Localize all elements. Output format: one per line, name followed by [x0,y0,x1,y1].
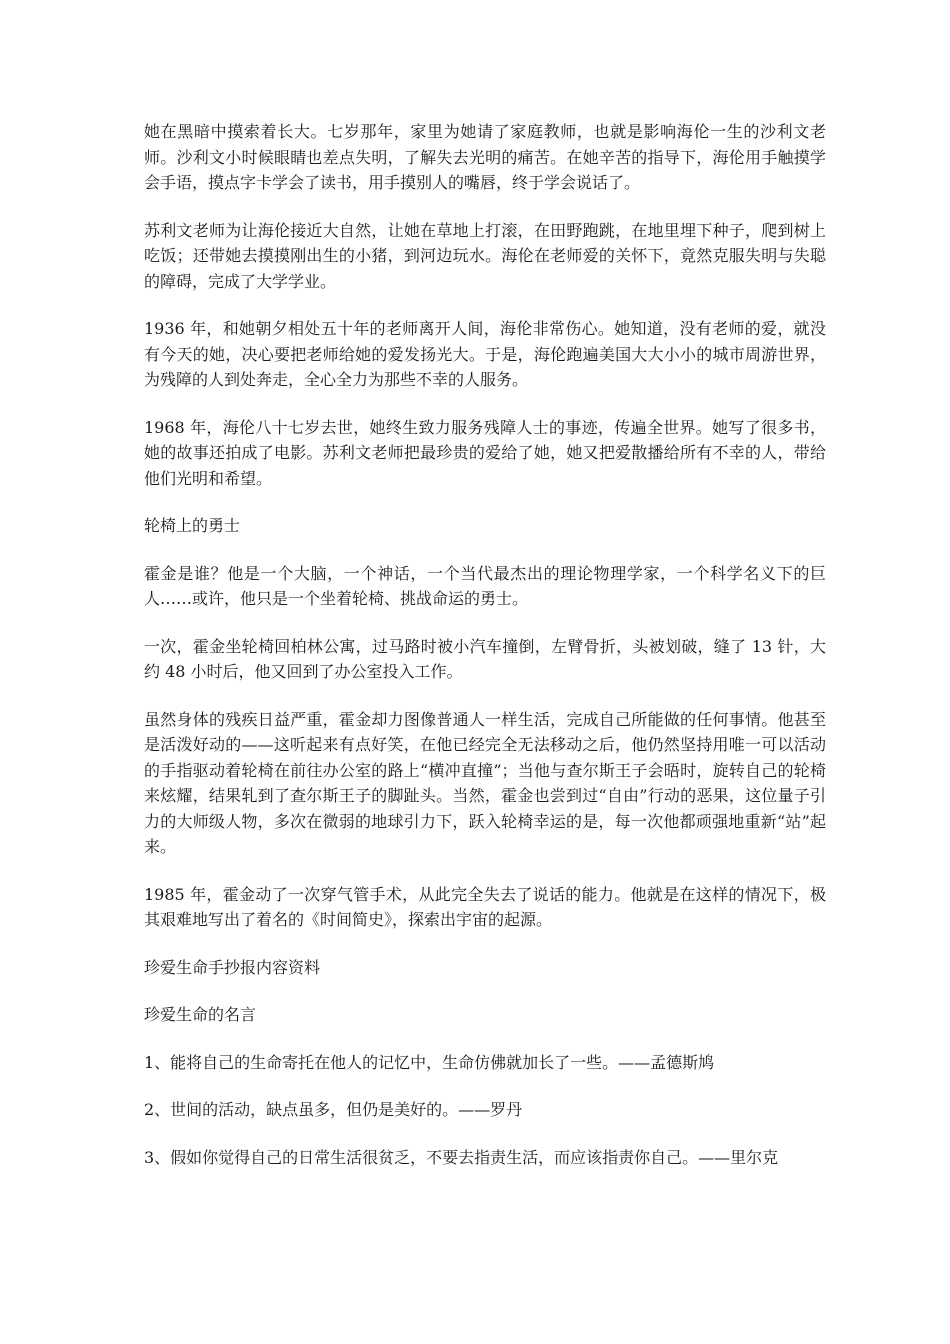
section-heading-material: 珍爱生命手抄报内容资料 [144,957,321,977]
paragraph-helen-nature: 苏利文老师为让海伦接近大自然，让她在草地上打滚，在田野跑跳，在地里埋下种子，爬到树上吃饭；还带她去摸摸刚出生的小猪，到河边玩水。海伦在老师爱的关怀下，竟然克服失明与失聪的障碍，完成了大学学业。 [144,220,826,291]
paragraph-hawking-accident: 一次，霍金坐轮椅回柏林公寓，过马路时被小汽车撞倒，左臂骨折，头被划破，缝了 13 针，大约 48 小时后，他又回到了办公室投入工作。 [144,636,826,681]
paragraph-hawking-life: 虽然身体的残疾日益严重，霍金却力图像普通人一样生活，完成自己所能做的任何事情。他甚至是活泼好动的——这听起来有点好笑，在他已经完全无法移动之后，他仍然坚持用唯一可以活动的手指驱动着轮椅在前往办公室的路上“横冲直撞”；当他与查尔斯王子会晤时，旋转自己的轮椅来炫耀，结果轧到了查尔斯王子的脚趾头。当然，霍金也尝到过“自由”行动的恶果，这位量子引力的大师级人物，多次在微弱的地球引力下，跃入轮椅幸运的是，每一次他都顽强地重新“站”起来。 [144,709,826,856]
paragraph-helen-childhood: 她在黑暗中摸索着长大。七岁那年，家里为她请了家庭教师，也就是影响海伦一生的沙利文老师。沙利文小时候眼睛也差点失明，了解失去光明的痛苦。在她辛苦的指导下，海伦用手触摸学会手语，摸点字卡学会了读书，用手摸别人的嘴唇，终于学会说话了。 [144,122,826,192]
quote-item: 1、能将自己的生命寄托在他人的记忆中，生命仿佛就加长了一些。——孟德斯鸠 [144,1052,715,1072]
document-page [144,119,826,1192]
section-heading-wheelchair: 轮椅上的勇士 [144,516,241,535]
quote-item: 2、世间的活动，缺点虽多，但仍是美好的。——罗丹 [144,1100,523,1119]
paragraph-hawking-intro: 霍金是谁？他是一个大脑，一个神话，一个当代最杰出的理论物理学家，一个科学名义下的巨人……或许，他只是一个坐着轮椅、挑战命运的勇士。 [144,563,826,608]
paragraph-helen-1936: 1936 年，和她朝夕相处五十年的老师离开人间，海伦非常伤心。她知道，没有老师的爱，就没有今天的她，决心要把老师给她的爱发扬光大。于是，海伦跑遍美国大大小小的城市周游世界，为残障的人到处奔走，全心全力为那些不幸的人服务。 [144,319,826,389]
paragraph-hawking-1985: 1985 年，霍金动了一次穿气管手术，从此完全失去了说话的能力。他就是在这样的情况下，极其艰难地写出了着名的《时间简史》，探索出宇宙的起源。 [144,884,826,929]
paragraph-helen-1968: 1968 年，海伦八十七岁去世，她终生致力服务残障人士的事迹，传遍全世界。她写了很多书，她的故事还拍成了电影。苏利文老师把最珍贵的爱给了她，她又把爱散播给所有不幸的人，带给他们光明和希望。 [144,417,826,488]
section-heading-quotes: 珍爱生命的名言 [144,1005,257,1024]
quote-item: 3、假如你觉得自己的日常生活很贫乏，不要去指责生活，而应该指责你自己。——里尔克 [144,1147,779,1167]
